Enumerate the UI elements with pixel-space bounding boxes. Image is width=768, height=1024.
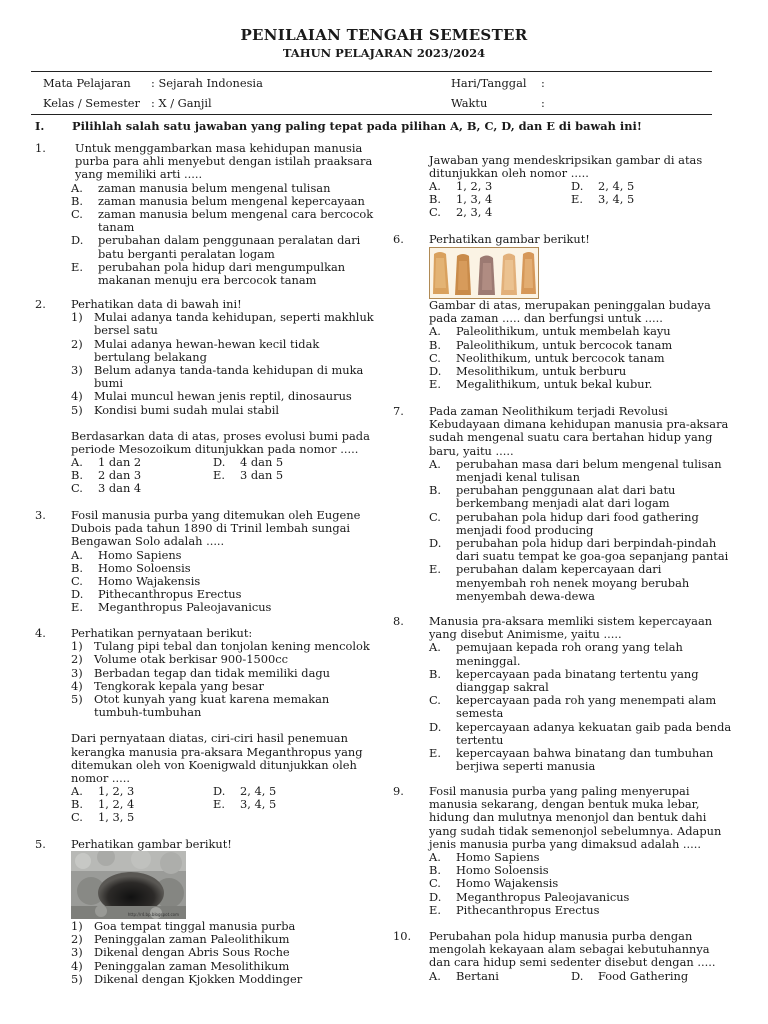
exam-subtitle: TAHUN PELAJARAN 2023/2024: [282, 46, 486, 60]
options-grid: [429, 970, 733, 984]
option-letter: B.: [429, 483, 441, 498]
option-c[interactable]: [429, 694, 733, 720]
option-c[interactable]: 2, 3, 4: [456, 205, 493, 220]
option-letter: C.: [429, 693, 441, 708]
statement-list: [71, 920, 377, 986]
question-stem: Pada zaman Neolithikum terjadi Revolusi Kebudayaan dimana kehidupan manusia pra-aksara sudah mengenal suatu cara bertahan hidup yang baru, yaitu .....: [429, 404, 729, 458]
option-b[interactable]: 2 dan 3: [98, 468, 142, 483]
options-list: [429, 641, 733, 773]
option-a[interactable]: [429, 458, 733, 484]
statement-text: Berbadan tegap dan tidak memiliki dagu: [94, 665, 331, 680]
option-e[interactable]: [429, 904, 733, 917]
statement-text: Dikenal dengan Abris Sous Roche: [94, 945, 290, 960]
option-letter: B.: [429, 863, 441, 878]
statement-item: [71, 973, 377, 986]
option-c[interactable]: [429, 511, 733, 537]
option-text: Paleolithikum, untuk bercocok tanam: [456, 337, 673, 352]
option-b[interactable]: [429, 484, 733, 510]
option-d[interactable]: [71, 234, 377, 260]
option-letter: D.: [71, 587, 84, 602]
option-letter: B.: [71, 797, 83, 812]
option-text: Meganthropus Paleojavanicus: [98, 600, 272, 615]
option-text: Paleolithikum, untuk membelah kayu: [456, 324, 671, 339]
option-text: zaman manusia belum mengenal tulisan: [98, 180, 331, 195]
question-number: 8.: [393, 614, 404, 628]
options-list: [429, 851, 733, 917]
question-number: 10.: [393, 929, 412, 943]
statement-number: 2): [71, 652, 83, 667]
statement-text: Peninggalan zaman Mesolithikum: [94, 958, 290, 973]
option-text: kepercayaan pada roh yang menempati alam semesta: [456, 693, 717, 721]
option-letter: D.: [213, 455, 226, 470]
option-c[interactable]: [71, 208, 377, 234]
section-text: Pilihlah salah satu jawaban yang paling tepat pada pilihan A, B, C, D, dan E di bawah ini!: [72, 119, 642, 133]
statement-number: 3): [71, 945, 83, 960]
statement-number: 3): [71, 665, 83, 680]
option-letter: A.: [429, 456, 441, 471]
option-a[interactable]: 1 dan 2: [98, 455, 142, 470]
kelas-label: Kelas / Semester: [43, 96, 140, 110]
statement-number: 1): [71, 919, 83, 933]
question-stem: Manusia pra-aksara memliki sistem kepercayaan yang disebut Animisme, yaitu .....: [429, 614, 713, 642]
header-rule-top: [31, 71, 712, 72]
option-e[interactable]: 3, 4, 5: [598, 192, 635, 207]
option-letter: D.: [71, 233, 84, 248]
option-text: Meganthropus Paleojavanicus: [456, 889, 630, 904]
question-number: 9.: [393, 784, 404, 798]
option-text: pemujaan kepada roh orang yang telah meninggal.: [456, 640, 683, 668]
option-letter: B.: [71, 468, 83, 483]
option-d[interactable]: [429, 537, 733, 563]
option-letter: D.: [429, 719, 442, 734]
option-e[interactable]: 3 dan 5: [240, 468, 284, 483]
option-letter: D.: [429, 889, 442, 904]
statement-item: [71, 311, 377, 337]
cave-image: [71, 851, 186, 919]
statement-number: 5): [71, 971, 83, 986]
mapel-value: : Sejarah Indonesia: [151, 76, 263, 90]
question-prompt: Gambar di atas, merupakan peninggalan budaya pada zaman ..... dan berfungsi untuk .....: [429, 298, 711, 326]
mapel-label: Mata Pelajaran: [43, 76, 131, 90]
option-letter: E.: [213, 797, 225, 812]
statement-number: 5): [71, 692, 83, 707]
statement-text: Dikenal dengan Kjokken Moddinger: [94, 971, 303, 986]
statement-number: 3): [71, 363, 83, 378]
option-letter: D.: [571, 179, 584, 194]
statement-text: Volume otak berkisar 900-1500cc: [94, 652, 288, 667]
option-letter: B.: [71, 193, 83, 208]
option-letter: B.: [71, 560, 83, 575]
statement-list: [71, 311, 377, 417]
statement-text: Otot kunyah yang kuat karena memakan tumbuh-tumbuhan: [94, 692, 330, 720]
question-stem: Perhatikan data di bawah ini!: [71, 297, 242, 311]
option-letter: D.: [429, 536, 442, 551]
option-letter: C.: [71, 481, 83, 496]
option-a[interactable]: Bertani: [456, 968, 499, 983]
option-text: Homo Sapiens: [456, 850, 540, 865]
question-stem: Perhatikan pernyataan berikut:: [71, 626, 253, 640]
question-5-items: [71, 920, 377, 986]
statement-text: Tengkorak kepala yang besar: [94, 678, 264, 693]
option-text: zaman manusia belum mengenal cara bercocok tanam: [98, 207, 374, 235]
options-list: [429, 325, 735, 391]
option-letter: D.: [429, 364, 442, 379]
question-number: 2.: [35, 297, 46, 311]
statement-number: 5): [71, 402, 83, 417]
option-d[interactable]: [429, 721, 733, 747]
question-stem: Perhatikan gambar berikut!: [429, 232, 590, 246]
option-letter: B.: [429, 337, 441, 352]
option-letter: A.: [71, 547, 83, 562]
option-text: Neolithikum, untuk bercocok tanam: [456, 350, 665, 365]
option-text: kepercayaan pada binatang tertentu yang dianggap sakral: [456, 666, 699, 695]
option-b[interactable]: 1, 3, 4: [456, 192, 493, 207]
statement-number: 2): [71, 932, 83, 947]
statement-item: [71, 693, 377, 719]
question-stem: Perhatikan gambar berikut!: [71, 837, 232, 851]
option-text: perubahan pola hidup dari mengumpulkan makanan menuju era bercocok tanam: [98, 259, 346, 288]
question-number: 4.: [35, 626, 46, 640]
statement-item: [71, 338, 377, 364]
hari-label: Hari/Tanggal: [451, 76, 527, 90]
option-text: perubahan pola hidup dari berpindah-pindah dari suatu tempat ke goa-goa sepanjang pantai: [456, 536, 729, 564]
option-letter: E.: [213, 468, 225, 483]
options-list: [429, 458, 733, 603]
option-text: Pithecanthropus Erectus: [98, 587, 242, 602]
option-letter: C.: [429, 205, 441, 220]
waktu-value: :: [541, 96, 545, 110]
question-stem: Fosil manusia purba yang ditemukan oleh Eugene Dubois pada tahun 1890 di Trinil lembah sungai Bengawan Solo adalah .....: [71, 508, 361, 549]
option-e[interactable]: 3, 4, 5: [240, 797, 277, 812]
option-letter: A.: [429, 850, 441, 865]
option-d[interactable]: 2, 4, 5: [598, 179, 635, 194]
option-text: perubahan pola hidup dari food gathering menjadi food producing: [456, 509, 699, 537]
option-letter: B.: [429, 192, 441, 207]
statement-item: [71, 364, 377, 390]
option-text: perubahan dalam penggunaan peralatan dari batu berganti peralatan logam: [98, 233, 361, 261]
option-text: Homo Soloensis: [456, 863, 549, 878]
option-letter: E.: [429, 746, 441, 761]
option-letter: A.: [71, 784, 83, 799]
option-letter: C.: [429, 509, 441, 524]
question-number: 6.: [393, 232, 404, 246]
option-text: Megalithikum, untuk bekal kubur.: [456, 377, 653, 392]
hari-value: :: [541, 76, 545, 90]
statement-text: Kondisi bumi sudah mulai stabil: [94, 402, 279, 417]
option-d[interactable]: 4 dan 5: [240, 455, 284, 470]
statement-number: 4): [71, 389, 83, 404]
question-prompt: Dari pernyataan diatas, ciri-ciri hasil penemuan kerangka manusia pra-aksara Meganthropus yang ditemukan oleh von Koenigwald ditunjukkan oleh nomor .....: [71, 731, 363, 786]
statement-text: Mulai adanya hewan-hewan kecil tidak bertulang belakang: [94, 336, 320, 364]
option-text: Pithecanthropus Erectus: [456, 902, 600, 917]
option-e[interactable]: [429, 747, 733, 773]
statement-text: Belum adanya tanda-tanda kehidupan di muka bumi: [94, 363, 364, 391]
statement-text: Peninggalan zaman Paleolithikum: [94, 932, 290, 947]
option-text: kepercayaan adanya kekuatan gaib pada benda tertentu: [456, 719, 732, 747]
option-d[interactable]: Food Gathering: [598, 968, 689, 983]
option-text: Homo Wajakensis: [456, 876, 559, 891]
header-rule-bottom: [31, 114, 712, 115]
statement-text: Mulai muncul hewan jenis reptil, dinosaurus: [94, 389, 352, 404]
option-letter: C.: [71, 574, 83, 589]
option-letter: C.: [71, 810, 83, 825]
options-grid: [71, 456, 377, 496]
option-letter: E.: [429, 377, 441, 392]
option-letter: D.: [571, 968, 584, 983]
option-letter: E.: [571, 192, 583, 207]
option-c[interactable]: 1, 3, 5: [98, 810, 135, 825]
option-letter: E.: [429, 562, 441, 577]
option-text: Homo Wajakensis: [98, 574, 201, 589]
option-e[interactable]: [71, 261, 377, 287]
statement-number: 2): [71, 336, 83, 351]
question-stem: Fosil manusia purba yang paling menyerupai manusia sekarang, dengan bentuk muka lebar, hidung dan mulutnya menonjol dan bentuk dahi yang sudah tidak semenonjol sebelumnya. Adapun jenis manusia purba yang dimaksud adalah .....: [429, 784, 722, 851]
option-text: perubahan penggunaan alat dari batu berkembang menjadi alat dari logam: [456, 483, 676, 511]
question-stem: Untuk menggambarkan masa kehidupan manusia purba para ahli menyebut dengan istilah praaksara yang memiliki arti .....: [75, 141, 373, 182]
image-caption: http://r4.bp.blogspot.com: [127, 912, 179, 917]
waktu-label: Waktu: [451, 96, 488, 110]
option-letter: B.: [429, 666, 441, 681]
options-grid: [429, 180, 735, 220]
option-e[interactable]: [429, 378, 735, 391]
statement-text: Tulang pipi tebal dan tonjolan kening mencolok: [94, 639, 370, 654]
option-letter: A.: [429, 324, 441, 339]
option-b[interactable]: [429, 668, 733, 694]
options-grid: [71, 785, 377, 825]
exam-title: PENILAIAN TENGAH SEMESTER: [240, 26, 528, 44]
option-letter: A.: [71, 455, 83, 470]
option-letter: E.: [71, 259, 83, 274]
statement-text: Mulai adanya tanda kehidupan, seperti makhluk bersel satu: [94, 310, 374, 338]
option-letter: A.: [429, 968, 441, 983]
option-b[interactable]: 1, 2, 4: [98, 797, 135, 812]
option-text: Homo Sapiens: [98, 547, 182, 562]
question-number: 5.: [35, 837, 46, 851]
statement-number: 1): [71, 639, 83, 654]
option-a[interactable]: 1, 2, 3: [456, 179, 493, 194]
option-text: kepercayaan bahwa binatang dan tumbuhan berjiwa seperti manusia: [456, 746, 714, 774]
option-text: Homo Soloensis: [98, 560, 191, 575]
option-letter: E.: [429, 902, 441, 917]
statement-text: Goa tempat tinggal manusia purba: [94, 919, 296, 933]
option-letter: D.: [213, 784, 226, 799]
option-letter: A.: [429, 179, 441, 194]
question-6-body: [429, 299, 735, 391]
option-letter: C.: [429, 350, 441, 365]
section-number: I.: [35, 119, 45, 133]
option-e[interactable]: [429, 563, 733, 603]
option-c[interactable]: 3 dan 4: [98, 481, 142, 496]
question-prompt: Jawaban yang mendeskripsikan gambar di atas ditunjukkan oleh nomor .....: [429, 153, 703, 181]
option-letter: A.: [71, 180, 83, 195]
option-letter: E.: [71, 600, 83, 615]
statement-item: [71, 404, 377, 417]
question-number: 7.: [393, 404, 404, 418]
question-number: 1.: [35, 141, 46, 155]
options-list: [71, 182, 377, 288]
option-text: perubahan masa dari belum mengenal tulisan menjadi kenal tulisan: [456, 456, 722, 485]
statement-number: 4): [71, 958, 83, 973]
stone-tools-image: [429, 247, 539, 299]
statement-number: 4): [71, 678, 83, 693]
question-prompt: Berdasarkan data di atas, proses evolusi bumi pada periode Mesozoikum ditunjukkan pada nomor .....: [71, 428, 370, 457]
question-5-continued: [429, 154, 735, 220]
option-d[interactable]: 2, 4, 5: [240, 784, 277, 799]
option-text: Mesolithikum, untuk berburu: [456, 364, 627, 379]
statement-number: 1): [71, 310, 83, 325]
option-text: perubahan dalam kepercayaan dari menyembah roh nenek moyang berubah menyembah dewa-dewa: [456, 562, 690, 603]
option-e[interactable]: [71, 601, 377, 614]
option-a[interactable]: 1, 2, 3: [98, 784, 135, 799]
statement-list: [71, 640, 377, 719]
kelas-value: : X / Ganjil: [151, 96, 212, 110]
option-a[interactable]: [429, 641, 733, 667]
question-number: 3.: [35, 508, 46, 522]
option-letter: A.: [429, 640, 441, 655]
options-list: [71, 549, 377, 615]
option-letter: C.: [429, 876, 441, 891]
option-letter: C.: [71, 207, 83, 222]
question-stem: Perubahan pola hidup manusia purba dengan mengolah kekayaan alam sebagai kebutuhannya dan cara hidup semi sedenter disebut dengan .....: [429, 929, 716, 970]
option-text: zaman manusia belum mengenal kepercayaan: [98, 193, 365, 208]
